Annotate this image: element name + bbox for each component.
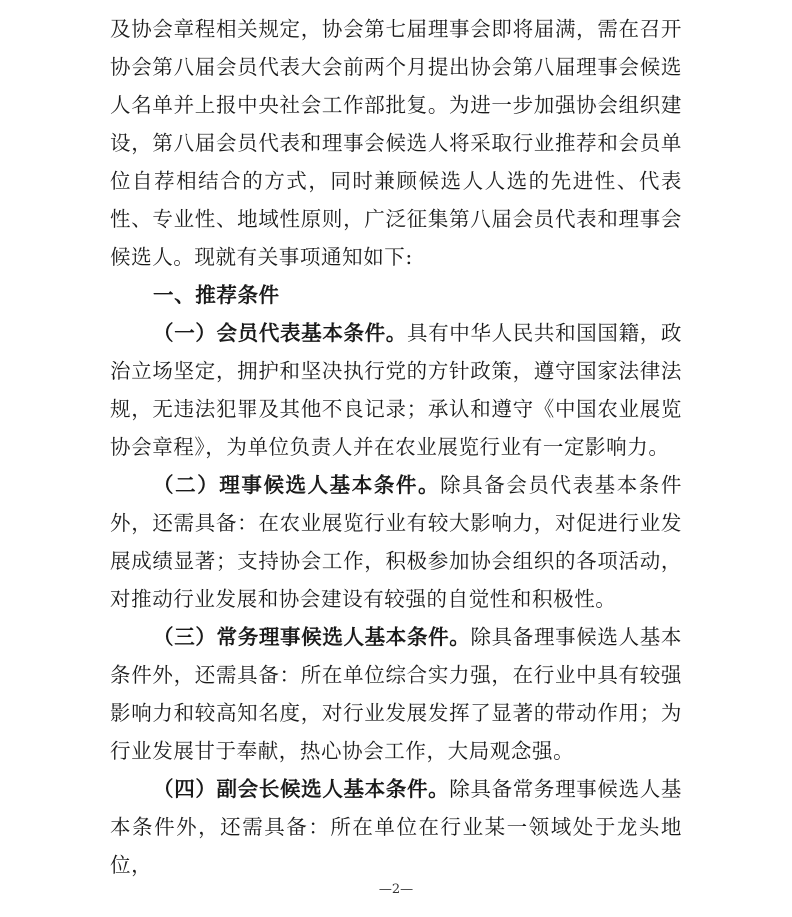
item-paragraph-vice-president-candidate: [110, 770, 682, 884]
item-paragraph-member-representative: [110, 314, 682, 466]
item-body: 具有中华人民共和国国籍，政治立场坚定，拥护和坚决执行党的方针政策，遵守国家法律法规，无违法犯罪及其他不良记录；承认和遵守《中国农业展览协会章程》，为单位负责人并在农业展览行业有一定影响力。: [110, 321, 682, 459]
page-number: —2—: [378, 882, 414, 897]
item-body: 除具备常务理事候选人基本条件外，还需具备：所在单位在行业某一领域处于龙头地位，: [110, 777, 682, 877]
item-lead: （四）副会长候选人基本条件。: [153, 777, 450, 801]
item-paragraph-director-candidate: [110, 466, 682, 618]
item-lead: （二）理事候选人基本条件。: [153, 473, 441, 497]
document-page: [110, 10, 682, 884]
item-lead: （一）会员代表基本条件。: [153, 321, 407, 345]
item-body: 除具备理事候选人基本条件外，还需具备：所在单位综合实力强，在行业中具有较强影响力和较高知名度，对行业发展发挥了显著的带动作用；为行业发展甘于奉献，热心协会工作，大局观念强。: [110, 625, 683, 763]
intro-paragraph: 及协会章程相关规定，协会第七届理事会即将届满，需在召开协会第八届会员代表大会前两个月提出协会第八届理事会候选人名单并上报中央社会工作部批复。为进一步加强协会组织建设，第八届会员代表和理事会候选人将采取行业推荐和会员单位自荐相结合的方式，同时兼顾候选人人选的先进性、代表性、专业性、地域性原则，广泛征集第八届会员代表和理事会候选人。现就有关事项通知如下:: [110, 17, 682, 269]
item-lead: （三）常务理事候选人基本条件。: [153, 625, 471, 649]
section-heading-recommendation-conditions: 一、推荐条件: [153, 283, 280, 307]
item-body: 除具备会员代表基本条件外，还需具备：在农业展览行业有较大影响力，对促进行业发展成绩显著；支持协会工作，积极参加协会组织的各项活动，对推动行业发展和协会建设有较强的自觉性和积极性。: [110, 473, 682, 611]
item-paragraph-standing-director-candidate: [110, 618, 682, 770]
